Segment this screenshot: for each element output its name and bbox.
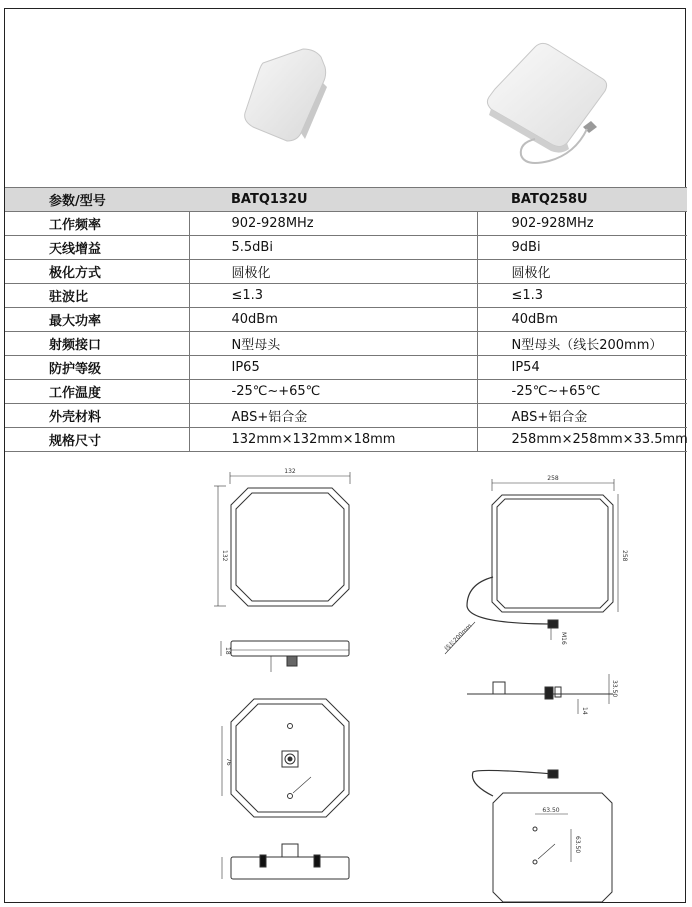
row-value-a: ≤1.3 bbox=[189, 284, 477, 308]
row-value-b: ABS+铝合金 bbox=[477, 404, 687, 428]
antenna-photo-batq132u bbox=[245, 49, 327, 141]
dim-a-width: 132 bbox=[284, 468, 296, 475]
datasheet-frame bbox=[4, 8, 686, 903]
row-value-a: N型母头 bbox=[189, 332, 477, 356]
row-value-a: 902-928MHz bbox=[189, 212, 477, 236]
row-param: 规格尺寸 bbox=[5, 428, 189, 452]
row-value-a: 132mm×132mm×18mm bbox=[189, 428, 477, 452]
row-value-b: 圆极化 bbox=[477, 260, 687, 284]
header-model-a: BATQ132U bbox=[189, 188, 477, 212]
dim-b-width: 258 bbox=[547, 475, 559, 482]
spec-table-header bbox=[5, 188, 687, 212]
table-row bbox=[5, 212, 687, 236]
row-value-b: 258mm×258mm×33.5mm bbox=[477, 428, 687, 452]
row-value-a: -25℃~+65℃ bbox=[189, 380, 477, 404]
table-row bbox=[5, 356, 687, 380]
drawing-a-front-view bbox=[214, 468, 350, 606]
dim-a-thickness: 18 bbox=[224, 647, 231, 655]
dim-a-height: 132 bbox=[221, 550, 228, 562]
row-value-a: 40dBm bbox=[189, 308, 477, 332]
drawing-a-back-view bbox=[222, 699, 349, 817]
table-row bbox=[5, 284, 687, 308]
row-value-b: 9dBi bbox=[477, 236, 687, 260]
dim-b-hole-y: 63.50 bbox=[574, 836, 581, 854]
row-value-b: N型母头（线长200mm） bbox=[477, 332, 687, 356]
row-param: 天线增益 bbox=[5, 236, 189, 260]
row-value-a: ABS+铝合金 bbox=[189, 404, 477, 428]
row-param: 极化方式 bbox=[5, 260, 189, 284]
row-value-b: -25℃~+65℃ bbox=[477, 380, 687, 404]
spec-table bbox=[5, 187, 687, 452]
table-row bbox=[5, 404, 687, 428]
table-row bbox=[5, 428, 687, 452]
row-param: 工作温度 bbox=[5, 380, 189, 404]
antenna-photo-batq258u bbox=[487, 43, 606, 163]
drawing-a-side-view bbox=[221, 641, 349, 672]
row-value-b: 40dBm bbox=[477, 308, 687, 332]
dim-b-small: 14 bbox=[581, 707, 588, 715]
dim-b-height: 258 bbox=[621, 550, 628, 562]
table-row bbox=[5, 308, 687, 332]
dim-b-thickness: 33.50 bbox=[611, 680, 618, 698]
technical-drawings bbox=[5, 464, 685, 902]
row-param: 防护等级 bbox=[5, 356, 189, 380]
drawing-b-back-view bbox=[472, 770, 612, 902]
table-row bbox=[5, 380, 687, 404]
product-photos bbox=[5, 9, 685, 186]
row-value-b: 902-928MHz bbox=[477, 212, 687, 236]
row-value-a: 圆极化 bbox=[189, 260, 477, 284]
dim-b-hole-x: 63.50 bbox=[542, 807, 560, 814]
table-row bbox=[5, 332, 687, 356]
dim-b-connector: M16 bbox=[560, 632, 567, 645]
row-value-b: IP54 bbox=[477, 356, 687, 380]
table-row bbox=[5, 260, 687, 284]
header-param: 参数/型号 bbox=[5, 188, 189, 212]
row-param: 射频接口 bbox=[5, 332, 189, 356]
table-row bbox=[5, 236, 687, 260]
drawing-b-side-view bbox=[467, 674, 618, 715]
row-value-a: IP65 bbox=[189, 356, 477, 380]
drawing-b-front-view bbox=[443, 475, 628, 654]
row-param: 外壳材料 bbox=[5, 404, 189, 428]
drawing-a-bottom-view bbox=[222, 844, 349, 879]
header-model-b: BATQ258U bbox=[477, 188, 687, 212]
dim-b-cable: 线长200mm bbox=[443, 622, 474, 653]
row-param: 驻波比 bbox=[5, 284, 189, 308]
row-value-b: ≤1.3 bbox=[477, 284, 687, 308]
row-param: 最大功率 bbox=[5, 308, 189, 332]
row-value-a: 5.5dBi bbox=[189, 236, 477, 260]
row-param: 工作频率 bbox=[5, 212, 189, 236]
dim-a-hole: 76 bbox=[225, 758, 232, 766]
